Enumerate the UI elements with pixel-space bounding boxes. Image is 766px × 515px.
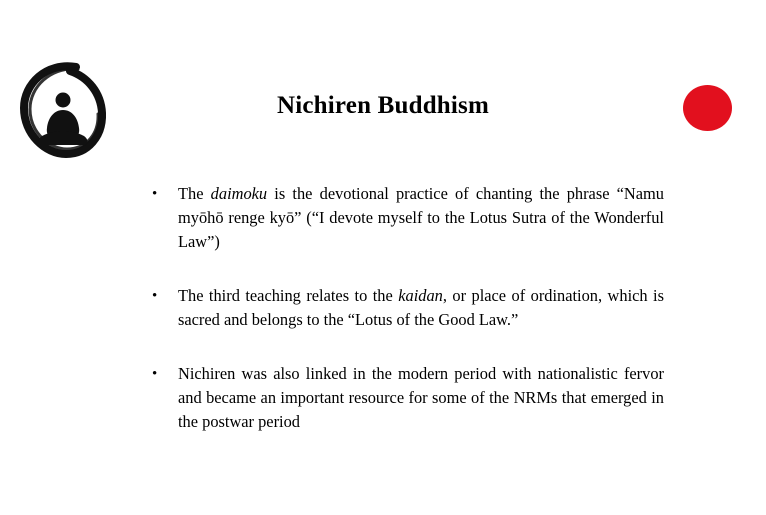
slide-title: Nichiren Buddhism xyxy=(276,92,490,119)
bullet-text-3: Nichiren was also linked in the modern period with nationalistic fervor and became an important resource for some of the NRMs that emerged in the postwar period xyxy=(178,364,664,431)
list-item xyxy=(152,284,664,332)
list-item xyxy=(152,182,664,254)
bullet-icon: • xyxy=(152,186,158,202)
bullet-text-2: The third teaching relates to the kaidan, or place of ordination, which is sacred and belongs to the “Lotus of the Good Law.” xyxy=(178,286,664,329)
bullet-icon: • xyxy=(152,366,158,382)
bullet-icon: • xyxy=(152,288,158,304)
bullet-list xyxy=(152,182,664,434)
bullet-text-1: The daimoku is the devotional practice of chanting the phrase “Namu myōhō renge kyō” (“I devote myself to the Lotus Sutra of the Wonderful Law”) xyxy=(178,184,664,251)
list-item xyxy=(152,362,664,434)
